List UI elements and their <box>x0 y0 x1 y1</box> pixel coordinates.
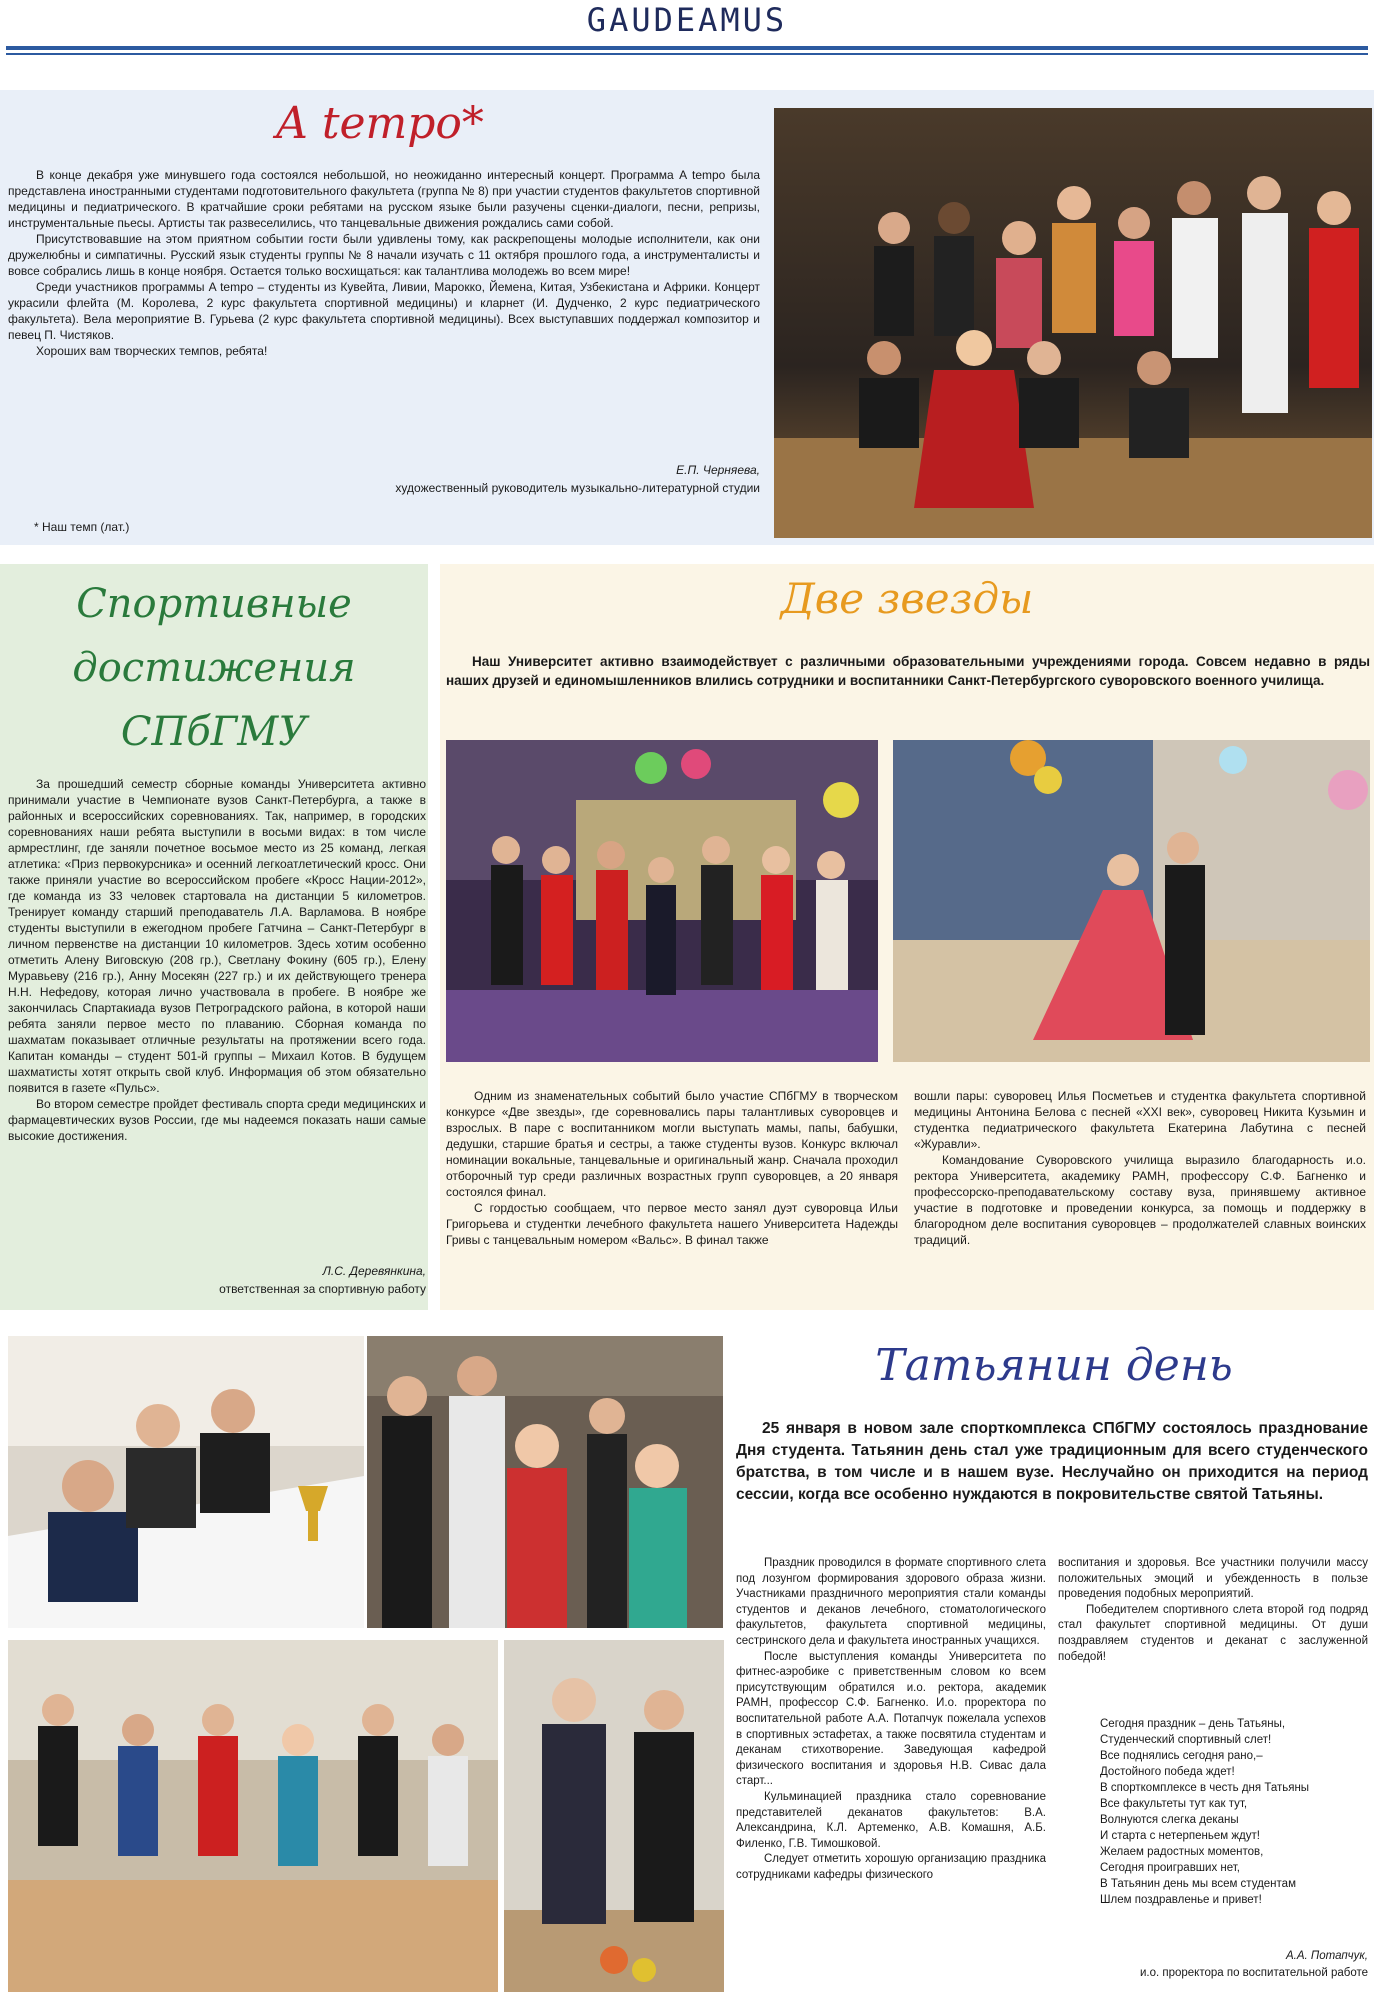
stars-paragraph: вошли пары: суворовец Илья Посметьев и студентка факультета спортивной медицины Антонина Белова с песней «XXI век», суворовец Никита Кузьмин и студентка педиатрического факультета Екатерина Лабутина с песней «Журавли». <box>914 1089 1366 1151</box>
sport-body <box>8 776 426 1144</box>
sport-author-role: ответственная за спортивную работу <box>219 1282 426 1296</box>
tatiana-paragraph: Кульминацией праздника стало соревнование представителей деканатов факультетов: В.А. Александрина, К.Л. Артеменко, А.В. Комашня, А.Б. Филенко, Г.В. Тимошковой. <box>736 1790 1046 1850</box>
dance-photo <box>8 1640 498 1992</box>
tatiana-col2 <box>1058 1556 1368 1665</box>
tempo-paragraph: В конце декабря уже минувшего года состоялся небольшой, но неожиданно интересный концерт. Программа A tempo была представлена иностранными студентами подготовительного факультета (группа № 8) при участии студентов факультетов спортивной медицины и педиатрического. В кратчайшие сроки ребятами на русском языке были разучены сценки-диалоги, песни, репризы, инструментальные пьесы. Артисты так развеселились, что танцевальные движения рождались сами собой. <box>8 168 760 230</box>
waltz-photo <box>893 740 1370 1062</box>
tatiana-paragraph: Следует отметить хорошую организацию праздника сотрудниками кафедры физического <box>736 1853 1046 1881</box>
tempo-body <box>8 167 760 359</box>
tempo-paragraph: Хороших вам творческих темпов, ребята! <box>36 344 268 358</box>
stage-photo <box>446 740 878 1062</box>
tatiana-lead: 25 января в новом зале спорткомплекса СПбГМУ состоялось празднование Дня студента. Татьянин день стал уже традиционным для всего студенческого братства, в том числе и в нашем вузе. Неслучайно он приходится на период сессии, когда все особенно нуждаются в покровительстве святой Татьяны. <box>736 1420 1368 1503</box>
tatiana-paragraph: После выступления команды Университета по фитнес-аэробике с приветственным словом ко всем присутствующим обратился и.о. ректора, академик РАМН, профессор С.Ф. Багненко. И.о. проректора по воспитательной работе А.А. Потапчук пожелала успехов в спортивных эстафетах, а также посвятила студентам и деканам стихотворение. Заведующая кафедрой физического воспитания и здоровья Н.В. Сивас дала старт... <box>736 1650 1046 1788</box>
tempo-title: A tempo* <box>276 98 484 149</box>
tatiana-paragraph: Победителем спортивного слета второй год подряд стал факультет спортивной медицины. От души поздравляем студентов и деканат с заслуженной победой! <box>1058 1603 1368 1663</box>
tatiana-author-role: и.о. проректора по воспитательной работе <box>1139 1967 1368 1979</box>
stars-lead: Наш Университет активно взаимодействует с различными образовательными учреждениями города. Совсем недавно в ряды наших друзей и единомышленников влились сотрудники и воспитанники Санкт-Петербургского суворовского военного училища. <box>446 654 1370 688</box>
stars-paragraph: Командование Суворовского училища выразило благодарность и.о. ректора Университета, академику РАМН, профессору С.Ф. Багненко и профессорско-преподавательскому составу вуза, принявшему активное участие в подготовке и проведении конкурса, за помощь и поддержку в благородном деле воспитания суворовцев – продолжателей славных воинских традиций. <box>914 1153 1366 1247</box>
sport-title-line: СПбГМУ <box>120 709 308 755</box>
tempo-footnote: * Наш темп (лат.) <box>34 520 130 534</box>
sport-paragraph: Во втором семестре пройдет фестиваль спорта среди медицинских и фармацевтических вузов России, где мы надеемся показать наши самые высокие достижения. <box>8 1097 426 1143</box>
tatiana-col1 <box>736 1556 1046 1883</box>
masthead-rule-thin <box>6 53 1368 55</box>
tatiana-poem: Сегодня праздник – день Татьяны, Студенческий спортивный слет! Все поднялись сегодня рано,– Достойного победа ждет! В спорткомплексе в честь дня Татьяны Все факультеты тут как тут, Волнуются слегка деканы И старта с нетерпеньем ждут! Желаем радостных моментов, Сегодня проигравших нет, В Татьянин день мы всем студентам Шлем поздравленье и привет! <box>1100 1718 1310 1906</box>
stars-title: Две звезды <box>780 574 1034 623</box>
masthead-title: GAUDEAMUS <box>586 1 788 39</box>
masthead <box>0 0 1374 60</box>
masthead-rule <box>6 46 1368 50</box>
tatiana-signature <box>1058 1948 1368 1982</box>
sport-paragraph: За прошедший семестр сборные команды Университета активно принимали участие в Чемпионате вузов Санкт-Петербурга, а также в районных и всероссийских соревнованиях. Так, например, в городских соревнованиях наши ребята выступили в восьми видах: в том числе армрестлинг, где заняли почетное восьмое место из 25 команд, легкая атлетика: «Приз первокурсника» и осенний легкоатлетический кросс. Они также приняли участие во всероссийском пробеге «Кросс Нации-2012», где команда из 33 человек стартовала на дистанции 5 километров. Тренирует команду старший преподаватель Л.А. Варламова. В ноябре студенты выступили в ежегодном пробеге Гатчина – Санкт-Петербург в личном первенстве на дистанции 10 километров. Здесь хотим особенно отметить Алену Виговскую (208 гр.), Светлану Фокину (605 гр.), Елену Муравьеву (216 гр.), Анну Мосекян (227 гр.) и их действующего тренера Н.Н. Нефедову, которая лично участвовала в пробеге. В ноябре же закончилась Спартакиада вузов Петроградского района, в которой наши ребята заняли первое место по плаванию. Сборная команда по шахматам показывает отличные результаты на протяжении всего года. Капитан команды – студент 501-й группы – Михаил Котов. В будущем шахматисты хотят открыть свой клуб. Информация об этом обязательно появится в газете «Пульс». <box>8 777 426 1095</box>
sport-signature <box>8 1262 426 1298</box>
tempo-signature <box>300 461 760 497</box>
jury-photo <box>8 1336 364 1628</box>
stars-col2 <box>914 1088 1366 1248</box>
sport-author: Л.С. Деревянкина, <box>322 1264 426 1278</box>
tempo-author-role: художественный руководитель музыкально-литературной студии <box>395 481 760 495</box>
teachers-photo <box>504 1640 724 1992</box>
stars-paragraph: С гордостью сообщаем, что первое место занял дуэт суворовца Ильи Григорьева и студентки лечебного факультета нашего Университета Надежды Гривы с танцевальным номером «Вальс». В финал также <box>446 1201 898 1247</box>
tatiana-paragraph: воспитания и здоровья. Все участники получили массу положительных эмоций и убежденность в пользе проведения подобных мероприятий. <box>1058 1557 1368 1601</box>
tempo-paragraph: Среди участников программы A tempo – студенты из Кувейта, Ливии, Марокко, Йемена, Китая, Узбекистана и Африки. Концерт украсили флейта (М. Королева, 2 курс факультета спортивной медицины) и кларнет (И. Дудченко, 2 курс педиатрического факультета). Вела мероприятие В. Гурьева (2 курс факультета спортивной медицины). Всех выступавших поддержал композитор и певец П. Чистяков. <box>8 280 760 342</box>
students-photo <box>367 1336 723 1628</box>
tempo-paragraph: Присутствовавшие на этом приятном событии гости были удивлены тому, как раскрепощены молодые исполнители, как они дружелюбны и симпатичны. Русский язык студенты группы № 8 начали изучать с 11 октября прошлого года, а инструменталисты и вовсе собрались лишь в конце ноября. Остается только восхищаться: как талантлива молодежь во всем мире! <box>8 232 760 278</box>
tatiana-title: Татьянин день <box>875 1340 1233 1391</box>
stars-paragraph: Одним из знаменательных событий было участие СПбГМУ в творческом конкурсе «Две звезды», где соревновались пары талантливых суворовцев и взрослых. В паре с воспитанником могли выступать мамы, папы, бабушки, дедушки, старшие братья и сестры, а также студенты вузов. Конкурс включал номинации вокальные, танцевальные и оригинальный жанр. Сначала проходил отборочный тур среди различных возрастных групп суворовцев, а 20 января состоялся финал. <box>446 1089 898 1199</box>
sport-title-line: достижения <box>72 645 356 691</box>
tempo-author: Е.П. Черняева, <box>676 463 760 477</box>
tatiana-paragraph: Праздник проводился в формате спортивного слета под лозунгом формирования здорового образа жизни. Участниками праздничного мероприятия стали команды студентов и деканов лечебного, стоматологического факультетов, факультета спортивной медицины, сестринского дела и факультета иностранных учащихся. <box>736 1557 1046 1647</box>
tatiana-author: А.А. Потапчук, <box>1285 1950 1368 1962</box>
sport-title-line: Спортивные <box>76 581 352 627</box>
sport-title <box>0 572 428 764</box>
concert-group-photo <box>774 108 1372 538</box>
stars-col1 <box>446 1088 898 1248</box>
